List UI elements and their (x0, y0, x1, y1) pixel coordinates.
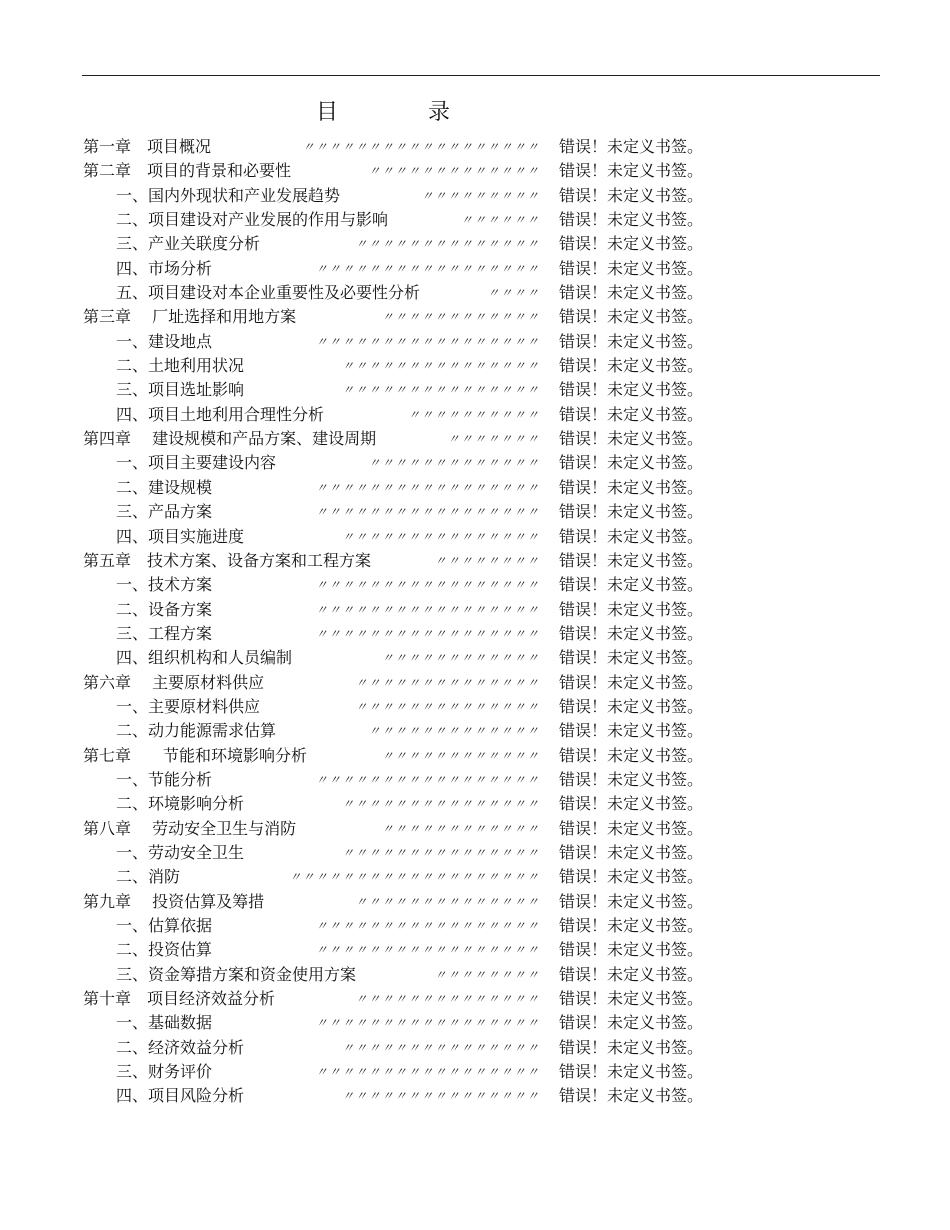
toc-entry-page-ref: 错误！未定义书签。 (559, 575, 704, 595)
toc-entry-page-ref: 错误！未定义书签。 (559, 721, 704, 741)
toc-section-entry[interactable] (0, 719, 950, 743)
toc-chapter-entry[interactable] (0, 744, 950, 768)
toc-title: 目 录 (315, 100, 484, 125)
toc-entry-title: 第六章 主要原材料供应 (83, 672, 265, 692)
toc-entry-leader: 〃〃〃〃〃〃〃〃〃〃〃〃〃〃 (355, 992, 540, 1007)
toc-entry-leader: 〃〃〃〃〃〃〃〃〃〃〃〃〃〃〃 (341, 1089, 540, 1104)
toc-entry-page-ref: 错误！未定义书签。 (559, 429, 704, 449)
toc-section-entry[interactable] (0, 1060, 950, 1084)
toc-entry-page-ref: 错误！未定义书签。 (559, 210, 704, 230)
toc-section-entry[interactable] (0, 378, 950, 402)
toc-entry-leader: 〃〃〃〃〃〃〃〃〃〃〃〃〃〃〃 (341, 529, 540, 544)
toc-entry-leader: 〃〃〃〃〃〃〃〃〃〃〃〃〃〃〃〃〃 (315, 505, 540, 520)
toc-entry-leader: 〃〃〃〃〃〃〃〃〃〃〃〃〃 (368, 456, 540, 471)
toc-entry-title: 四、项目风险分析 (116, 1086, 245, 1106)
toc-entry-title: 三、财务评价 (116, 1062, 213, 1082)
toc-entry-title: 一、项目主要建设内容 (116, 453, 277, 473)
toc-entry-title: 一、节能分析 (116, 769, 213, 789)
toc-entry-title: 二、土地利用状况 (116, 356, 245, 376)
toc-chapter-entry[interactable] (0, 427, 950, 451)
toc-entry-title: 第十章 项目经济效益分析 (83, 989, 276, 1009)
toc-entry-leader: 〃〃〃〃〃〃〃〃〃〃〃〃〃〃〃〃〃 (315, 602, 540, 617)
toc-section-entry[interactable] (0, 695, 950, 719)
toc-entry-title: 二、项目建设对产业发展的作用与影响 (116, 210, 389, 230)
toc-section-entry[interactable] (0, 525, 950, 549)
toc-entry-page-ref: 错误！未定义书签。 (559, 769, 704, 789)
toc-entry-page-ref: 错误！未定义书签。 (559, 842, 704, 862)
toc-chapter-entry[interactable] (0, 549, 950, 573)
toc-entry-page-ref: 错误！未定义书签。 (559, 940, 704, 960)
toc-entry-page-ref: 错误！未定义书签。 (559, 1037, 704, 1057)
toc-entry-page-ref: 错误！未定义书签。 (559, 307, 704, 327)
toc-entry-page-ref: 错误！未定义书签。 (559, 234, 704, 254)
toc-entry-page-ref: 错误！未定义书签。 (559, 331, 704, 351)
toc-entry-title: 第二章 项目的背景和必要性 (83, 161, 292, 181)
toc-section-entry[interactable] (0, 963, 950, 987)
toc-entry-page-ref: 错误！未定义书签。 (559, 185, 704, 205)
toc-entry-leader: 〃〃〃〃〃〃〃〃〃〃〃〃 (381, 651, 540, 666)
toc-entry-page-ref: 错误！未定义书签。 (559, 526, 704, 546)
toc-entry-leader: 〃〃〃〃〃〃〃〃 (434, 553, 540, 568)
toc-section-entry[interactable] (0, 865, 950, 889)
toc-entry-page-ref: 错误！未定义书签。 (559, 453, 704, 473)
toc-entry-title: 第九章 投资估算及筹措 (83, 891, 265, 911)
toc-section-entry[interactable] (0, 598, 950, 622)
toc-entry-title: 第七章 节能和环境影响分析 (83, 745, 308, 765)
toc-entry-page-ref: 错误！未定义书签。 (559, 404, 704, 424)
toc-entry-leader: 〃〃〃〃〃〃〃〃〃〃〃〃〃〃〃〃〃 (315, 626, 540, 641)
toc-entry-page-ref: 错误！未定义书签。 (559, 477, 704, 497)
toc-entry-title: 四、项目土地利用合理性分析 (116, 404, 325, 424)
toc-entry-leader: 〃〃〃〃〃〃〃〃〃〃〃〃 (381, 748, 540, 763)
toc-section-entry[interactable] (0, 1036, 950, 1060)
toc-entry-leader: 〃〃〃〃〃〃〃〃〃〃〃〃〃〃〃〃〃 (315, 919, 540, 933)
toc-section-entry[interactable] (0, 792, 950, 816)
toc-entry-leader: 〃〃〃〃〃〃〃〃〃〃〃〃〃〃〃 (341, 383, 540, 398)
toc-entry-title: 三、工程方案 (116, 623, 213, 643)
toc-section-entry[interactable] (0, 1011, 950, 1035)
toc-entry-leader: 〃〃〃〃〃〃〃〃〃〃〃〃〃〃 (355, 894, 540, 909)
toc-section-entry[interactable] (0, 208, 950, 232)
toc-entry-title: 二、设备方案 (116, 599, 213, 619)
toc-section-entry[interactable] (0, 330, 950, 354)
toc-chapter-entry[interactable] (0, 671, 950, 695)
toc-entry-leader: 〃〃〃〃〃〃〃〃〃〃〃〃〃〃〃〃〃〃 (302, 140, 540, 154)
toc-section-entry[interactable] (0, 500, 950, 524)
toc-entry-title: 四、组织机构和人员编制 (116, 648, 293, 668)
toc-entry-title: 三、产品方案 (116, 502, 213, 522)
toc-entry-page-ref: 错误！未定义书签。 (559, 696, 704, 716)
toc-entry-title: 三、项目选址影响 (116, 380, 245, 400)
toc-entry-page-ref: 错误！未定义书签。 (559, 137, 704, 156)
toc-chapter-entry[interactable] (0, 890, 950, 914)
toc-chapter-entry[interactable] (0, 987, 950, 1011)
toc-entry-leader: 〃〃〃〃〃〃〃〃〃〃〃〃〃〃 (355, 699, 540, 714)
toc-entry-leader: 〃〃〃〃〃〃〃〃〃〃〃〃〃〃〃〃〃 (315, 772, 540, 787)
toc-entry-title: 第四章 建设规模和产品方案、建设周期 (83, 429, 377, 449)
toc-entry-page-ref: 错误！未定义书签。 (559, 964, 704, 984)
toc-section-entry[interactable] (0, 1084, 950, 1108)
toc-entry-leader: 〃〃〃〃〃〃〃〃〃〃〃〃〃〃〃〃〃 (315, 480, 540, 495)
toc-entry-title: 第五章 技术方案、设备方案和工程方案 (83, 550, 372, 570)
toc-entry-leader: 〃〃〃〃〃〃〃〃〃〃〃〃〃〃〃〃〃 (315, 578, 540, 593)
toc-entry-leader: 〃〃〃〃〃〃〃〃〃〃〃〃〃〃〃〃〃 (315, 1065, 540, 1080)
toc-chapter-entry[interactable] (0, 305, 950, 329)
toc-entry-title: 一、国内外现状和产业发展趋势 (116, 185, 341, 205)
toc-entry-page-ref: 错误！未定义书签。 (559, 258, 704, 278)
toc-entry-page-ref: 错误！未定义书签。 (559, 745, 704, 765)
toc-entry-leader: 〃〃〃〃〃〃〃〃〃〃〃〃〃〃〃〃〃 (315, 261, 540, 276)
toc-entry-page-ref: 错误！未定义书签。 (559, 550, 704, 570)
toc-section-entry[interactable] (0, 476, 950, 500)
toc-section-entry[interactable] (0, 573, 950, 597)
toc-entry-leader: 〃〃〃〃〃〃〃〃〃〃〃〃〃〃〃 (341, 1040, 540, 1055)
toc-entry-leader: 〃〃〃〃〃〃〃〃 (434, 967, 540, 982)
toc-entry-title: 四、项目实施进度 (116, 526, 245, 546)
toc-entry-leader: 〃〃〃〃〃〃〃〃〃〃〃〃〃 (368, 724, 540, 739)
toc-entry-title: 一、建设地点 (116, 331, 213, 351)
toc-entry-leader: 〃〃〃〃〃〃〃〃〃〃〃〃〃〃〃 (341, 845, 540, 860)
toc-entry-title: 一、劳动安全卫生 (116, 842, 245, 862)
toc-section-entry[interactable] (0, 281, 950, 305)
toc-entry-title: 三、产业关联度分析 (116, 234, 261, 254)
toc-entry-leader: 〃〃〃〃〃〃〃〃〃〃〃〃 (381, 310, 540, 325)
toc-entry-title: 二、投资估算 (116, 940, 213, 960)
toc-entry-page-ref: 错误！未定义书签。 (559, 599, 704, 619)
toc-entry-page-ref: 错误！未定义书签。 (559, 1086, 704, 1106)
toc-entry-page-ref: 错误！未定义书签。 (559, 1062, 704, 1082)
toc-entry-leader: 〃〃〃〃〃〃〃〃〃〃〃〃〃〃〃〃〃 (315, 1016, 540, 1031)
toc-entry-title: 第八章 劳动安全卫生与消防 (83, 818, 297, 838)
toc-entry-page-ref: 错误！未定义书签。 (559, 502, 704, 522)
toc-section-entry[interactable] (0, 354, 950, 378)
toc-entry-title: 一、主要原材料供应 (116, 696, 261, 716)
toc-entry-title: 二、消防 (116, 867, 181, 887)
toc-entry-page-ref: 错误！未定义书签。 (559, 380, 704, 400)
toc-section-entry[interactable] (0, 451, 950, 475)
toc-entry-title: 一、技术方案 (116, 575, 213, 595)
toc-entry-leader: 〃〃〃〃 (487, 286, 540, 301)
toc-chapter-entry[interactable] (0, 817, 950, 841)
toc-entry-title: 第三章 厂址选择和用地方案 (83, 307, 297, 327)
toc-entry-page-ref: 错误！未定义书签。 (559, 648, 704, 668)
header-rule (82, 75, 880, 76)
table-of-contents (0, 135, 950, 1109)
toc-entry-leader: 〃〃〃〃〃〃〃〃〃 (421, 188, 540, 203)
toc-entry-page-ref: 错误！未定义书签。 (559, 916, 704, 935)
toc-entry-title: 四、市场分析 (116, 258, 213, 278)
toc-entry-title: 二、建设规模 (116, 477, 213, 497)
toc-entry-page-ref: 错误！未定义书签。 (559, 794, 704, 814)
toc-entry-page-ref: 错误！未定义书签。 (559, 891, 704, 911)
toc-section-entry[interactable] (0, 622, 950, 646)
toc-section-entry[interactable] (0, 646, 950, 670)
toc-entry-leader: 〃〃〃〃〃〃〃〃〃〃〃〃 (381, 821, 540, 836)
toc-entry-leader: 〃〃〃〃〃〃〃〃〃〃〃〃〃〃 (355, 237, 540, 252)
toc-entry-page-ref: 错误！未定义书签。 (559, 356, 704, 376)
toc-entry-leader: 〃〃〃〃〃〃〃〃〃〃〃〃〃〃〃〃〃 (315, 334, 540, 349)
toc-entry-leader: 〃〃〃〃〃〃〃〃〃〃〃〃〃〃〃 (341, 797, 540, 812)
toc-entry-page-ref: 错误！未定义书签。 (559, 283, 704, 303)
toc-section-entry[interactable] (0, 232, 950, 256)
toc-section-entry[interactable] (0, 841, 950, 865)
toc-entry-page-ref: 错误！未定义书签。 (559, 161, 704, 181)
toc-entry-page-ref: 错误！未定义书签。 (559, 867, 704, 887)
toc-entry-page-ref: 错误！未定义书签。 (559, 623, 704, 643)
toc-entry-title: 二、环境影响分析 (116, 794, 245, 814)
toc-entry-title: 一、基础数据 (116, 1013, 213, 1033)
toc-section-entry[interactable] (0, 768, 950, 792)
toc-section-entry[interactable] (0, 938, 950, 962)
toc-entry-leader: 〃〃〃〃〃〃〃〃〃〃〃〃〃〃〃 (341, 359, 540, 374)
toc-entry-leader: 〃〃〃〃〃〃〃〃〃〃〃〃〃〃 (355, 675, 540, 690)
toc-entry-page-ref: 错误！未定义书签。 (559, 672, 704, 692)
toc-entry-title: 五、项目建设对本企业重要性及必要性分析 (116, 283, 421, 303)
toc-entry-page-ref: 错误！未定义书签。 (559, 818, 704, 838)
toc-entry-title: 二、经济效益分析 (116, 1037, 245, 1057)
toc-entry-title: 三、资金筹措方案和资金使用方案 (116, 964, 357, 984)
toc-entry-title: 二、动力能源需求估算 (116, 721, 277, 741)
toc-entry-leader: 〃〃〃〃〃〃〃 (447, 432, 540, 447)
toc-section-entry[interactable] (0, 257, 950, 281)
toc-entry-leader: 〃〃〃〃〃〃〃〃〃〃〃〃〃〃〃〃〃〃〃 (289, 870, 540, 885)
toc-chapter-entry[interactable] (0, 135, 950, 159)
toc-section-entry[interactable] (0, 403, 950, 427)
toc-entry-title: 一、估算依据 (116, 916, 213, 935)
toc-entry-page-ref: 错误！未定义书签。 (559, 1013, 704, 1033)
toc-entry-title: 第一章 项目概况 (83, 137, 212, 156)
toc-entry-leader: 〃〃〃〃〃〃〃〃〃〃 (407, 407, 540, 422)
toc-section-entry[interactable] (0, 914, 950, 938)
toc-section-entry[interactable] (0, 184, 950, 208)
toc-entry-leader: 〃〃〃〃〃〃〃〃〃〃〃〃〃〃〃〃〃 (315, 943, 540, 958)
toc-entry-leader: 〃〃〃〃〃〃 (460, 213, 540, 228)
toc-entry-leader: 〃〃〃〃〃〃〃〃〃〃〃〃〃 (368, 164, 540, 179)
toc-chapter-entry[interactable] (0, 159, 950, 183)
toc-entry-page-ref: 错误！未定义书签。 (559, 989, 704, 1009)
